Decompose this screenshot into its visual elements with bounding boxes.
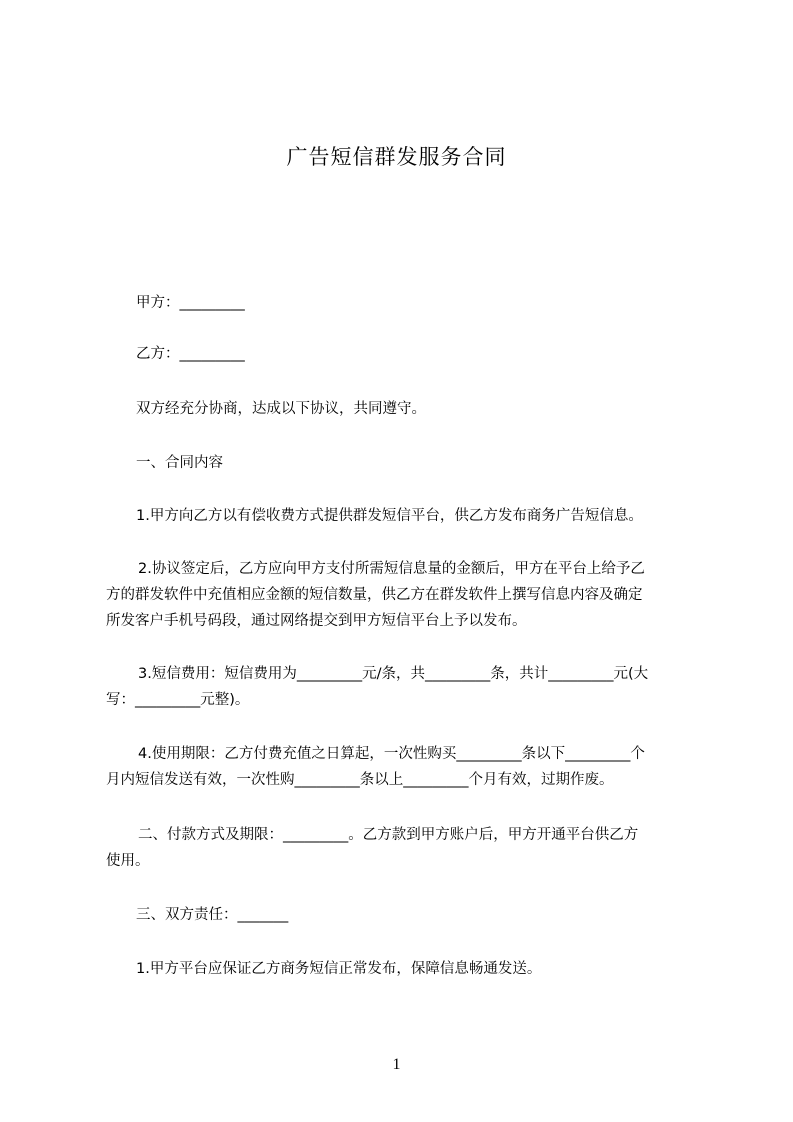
document-title: 广告短信群发服务合同 xyxy=(286,145,507,169)
clause-1-3-line: 3.短信费用：短信费用为_________元/条，共_________条，共计_________元(大 xyxy=(138,666,649,682)
page-number: 1 xyxy=(392,1056,401,1073)
clause-1-3-line: 写：_________元整)。 xyxy=(106,692,250,708)
clause-1-4 xyxy=(106,741,704,793)
clause-1-2-line: 方的群发软件中充值相应金额的短信数量，供乙方在群发软件上撰写信息内容及确定 xyxy=(106,587,643,603)
section-2-line: 二、付款方式及期限：_________。乙方款到甲方账户后，甲方开通平台供乙方 xyxy=(138,827,639,843)
party-b-line: 乙方：_________ xyxy=(136,346,245,362)
clause-1-4-line: 月内短信发送有效，一次性购_________条以上_________个月有效，过期作废。 xyxy=(106,772,614,788)
intro-paragraph: 双方经充分协商，达成以下协议，共同遵守。 xyxy=(136,401,426,417)
clause-1-2 xyxy=(106,556,704,634)
clause-1-4-line: 4.使用期限：乙方付费充值之日算起，一次性购买_________条以下_________个 xyxy=(138,746,645,762)
clause-1-2-line: 2.协议签定后，乙方应向甲方支付所需短信息量的金额后，甲方在平台上给予乙 xyxy=(138,561,645,577)
section-1-heading: 一、合同内容 xyxy=(136,455,223,471)
clause-3-1: 1.甲方平台应保证乙方商务短信正常发布，保障信息畅通发送。 xyxy=(136,961,542,977)
clause-1-2-line: 所发客户手机号码段，通过网络提交到甲方短信平台上予以发布。 xyxy=(106,613,527,629)
section-2-paragraph xyxy=(106,822,704,874)
party-a-line: 甲方：_________ xyxy=(136,295,245,311)
clause-1-1: 1.甲方向乙方以有偿收费方式提供群发短信平台，供乙方发布商务广告短信息。 xyxy=(136,508,643,524)
section-2-line: 使用。 xyxy=(106,853,150,869)
clause-1-3 xyxy=(106,661,704,713)
section-3-heading: 三、双方责任：_______ xyxy=(136,907,289,923)
